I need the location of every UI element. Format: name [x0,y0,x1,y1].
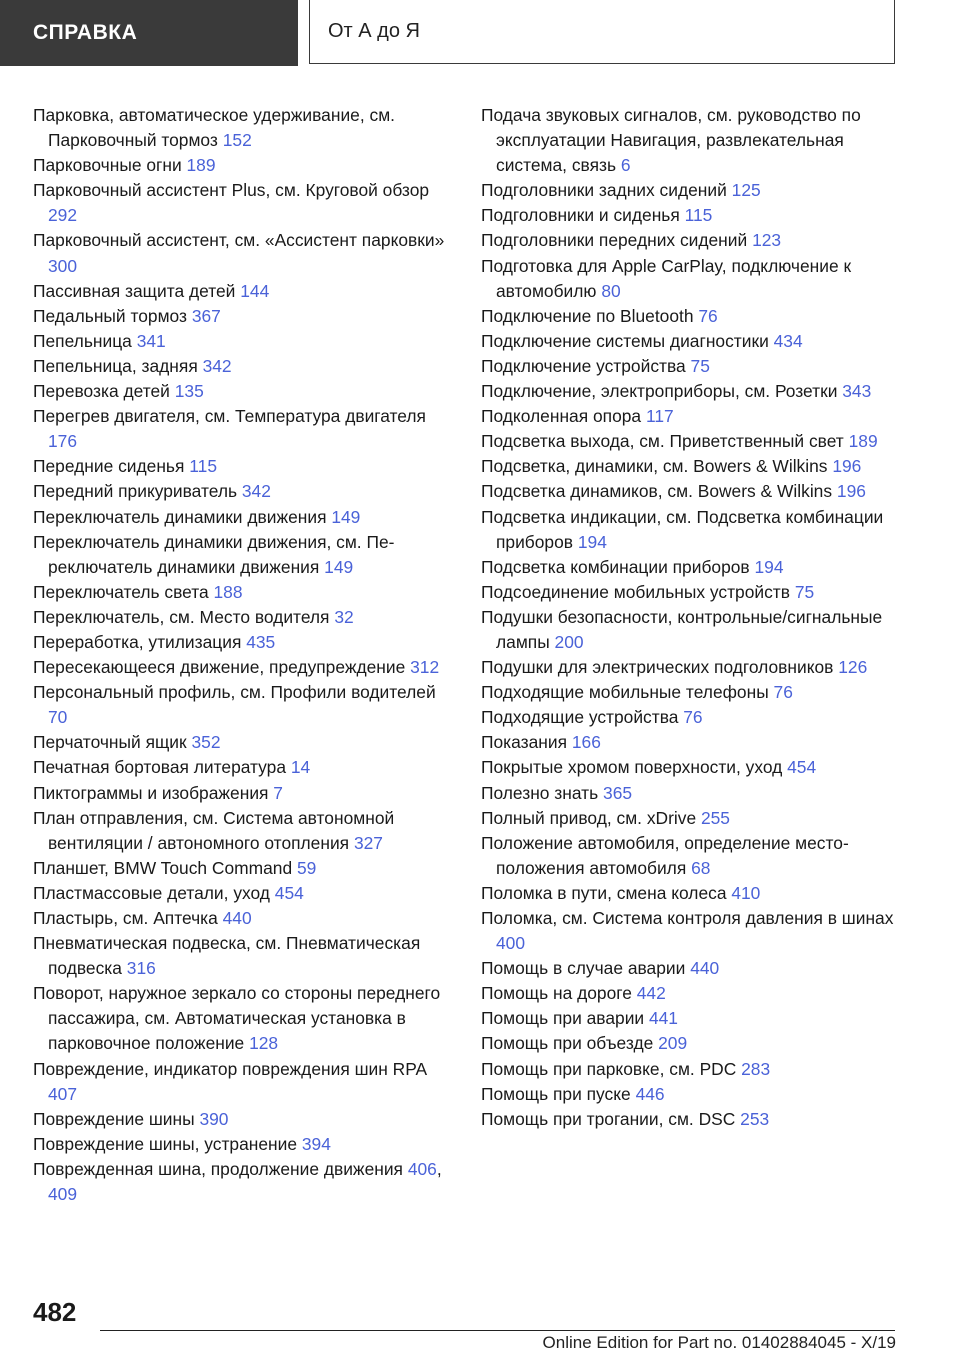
index-entry [33,630,453,655]
index-entry-text: Полный привод, см. xDrive [481,807,697,828]
page-link[interactable]: 200 [554,631,584,652]
index-entry-text: Подключение по Bluetooth [481,305,694,326]
page-link[interactable]: 390 [199,1108,229,1129]
page-link[interactable]: 410 [731,882,761,903]
page-link[interactable]: 135 [174,381,204,402]
page-link[interactable]: 70 [48,707,68,728]
page-link[interactable]: 342 [202,355,232,376]
footer-edition: Online Edition for Part no. 01402884045 - X/19 [542,1333,896,1352]
page-number: 482 [33,1297,77,1327]
index-entry-text: Переключатель динамики движения [33,506,327,527]
index-entry-text: Помощь при трогании, см. DSC [481,1108,736,1129]
index-entry-text: Переключатель, см. Место водителя [33,606,330,627]
index-entry-text: Помощь при объезде [481,1033,654,1054]
index-entry-text: Педальный тормоз [33,305,187,326]
index-entry [481,454,901,479]
index-entry [33,103,453,153]
index-entry-text: Подача звуковых сигналов, см. руководство по эксплуатации Навигация, развлекательная система, связь [481,105,861,176]
index-entry [481,680,901,705]
index-entry-text: План отправления, см. Система автономной вентиляции / автономного отопления [33,807,395,853]
page-link[interactable]: 454 [274,882,304,903]
page-link[interactable]: 400 [496,933,526,954]
page-link[interactable]: 435 [246,631,276,652]
page-link[interactable]: 342 [241,481,271,502]
page-link[interactable]: 194 [577,531,607,552]
index-entry [481,429,901,454]
index-entry-text: Положение автомобиля, определение местоположения автомобиля [481,832,849,878]
page-link[interactable]: 80 [601,280,621,301]
index-entry-text: Поврежденная шина, продолжение движения [33,1158,403,1179]
index-entry-text: Подушки безопасности, контрольные/сигнальные лампы [481,606,883,652]
page-link[interactable]: 194 [754,556,784,577]
index-entry [33,279,453,304]
page-link[interactable]: 352 [191,732,221,753]
index-entry-text: Планшет, BMW Touch Command [33,857,293,878]
page-link[interactable]: 152 [222,130,252,151]
index-entry-text: Пепельница, задняя [33,355,198,376]
index-entry [481,479,901,504]
page-link[interactable]: 115 [684,205,713,226]
index-entry [33,178,453,228]
page-link[interactable]: 343 [842,381,872,402]
page-link[interactable]: 32 [334,606,354,627]
section-label: СПРАВКА [0,0,298,66]
page-link[interactable]: 283 [741,1058,771,1079]
index-entry [481,404,901,429]
index-entry-text: Парковка, автоматическое удерживание, см. Парковочный тормоз [33,105,395,151]
page-link[interactable]: 255 [700,807,730,828]
index-entry [481,1031,901,1056]
index-entry [481,178,901,203]
index-entry [33,680,453,730]
index-entry [33,153,453,178]
index-entry [33,379,453,404]
index-entry [481,329,901,354]
index-entry-text: Повреждение, индикатор повреждения шин RPA [33,1058,427,1079]
index-entry [33,404,453,454]
index-entry-text: Подголовники и сиденья [481,205,680,226]
index-entry [33,1057,453,1107]
page-link[interactable]: 312 [410,657,440,678]
index-entry [33,580,453,605]
footer-divider [100,1330,895,1331]
index-entry-text: Подключение устройства [481,355,686,376]
index-entry-text: Пересекающееся движение, предупреждение [33,657,406,678]
page-link[interactable]: 209 [658,1033,688,1054]
index-column-left [33,103,453,1207]
index-entry [481,203,901,228]
index-entry-text: Парковочные огни [33,155,182,176]
index-entry [33,906,453,931]
index-entry-text: Переработка, утилизация [33,631,242,652]
index-entry-text: Пластмассовые детали, уход [33,882,270,903]
page-link[interactable]: 125 [731,180,761,201]
index-entry-text: Переключатель света [33,581,209,602]
page-link[interactable]: 115 [189,456,217,477]
index-entry [481,806,901,831]
index-entry-text: Подсветка, динамики, см. Bowers & Wilkins [481,456,828,477]
index-entry [481,1107,901,1132]
index-entry [33,856,453,881]
index-entry [481,1057,901,1082]
page-link[interactable]: 166 [571,732,601,753]
index-entry-text: Пассивная защита детей [33,280,236,301]
page-link[interactable]: 128 [249,1033,279,1054]
page-link[interactable]: 440 [222,908,252,928]
page-link[interactable]: 196 [832,456,862,477]
page-link[interactable]: 76 [698,305,718,326]
index-entry [481,755,901,780]
page-link[interactable]: 149 [331,506,361,527]
index-entry [481,1006,901,1031]
page-link[interactable]: 407 [48,1083,78,1104]
index-entry [33,1107,453,1132]
index-entry-text: Пневматическая подвеска, см. Пневматическая подвеска [33,933,421,979]
page-link[interactable]: 367 [191,305,221,326]
page-link[interactable]: 75 [690,355,710,376]
index-entry [481,605,901,655]
page-link[interactable]: 59 [297,857,317,878]
index-entry [481,781,901,806]
index-entry-text: Подколенная опора [481,406,642,427]
page-link[interactable]: 176 [48,431,78,452]
index-entry [481,705,901,730]
index-entry-text: Подушки для электрических подголовников [481,657,834,678]
index-entry [33,806,453,856]
index-entry-text: Помощь при парковке, см. PDC [481,1058,737,1079]
header-title: От А до Я [309,0,895,64]
page-link[interactable]: 117 [645,406,674,427]
index-entry-text: Подсветка выхода, см. Приветственный свет [481,431,844,452]
page-link[interactable]: 316 [126,958,156,979]
index-entry [33,1132,453,1157]
index-entry [481,304,901,329]
index-entry [33,454,453,479]
index-entry-text: Подходящие мобильные телефоны [481,682,769,703]
index-entry [481,379,901,404]
page-link[interactable]: 14 [290,757,311,778]
index-entry-text: Подсоединение мобильных устройств [481,581,791,602]
page-link[interactable]: 365 [603,782,633,803]
index-entry [481,228,901,253]
index-entry [481,103,901,178]
index-entry-text: Помощь в случае аварии [481,958,686,979]
index-entry [33,981,453,1056]
index-entry-text: Парковочный ассистент, см. «Ассистент парковки» [33,230,445,251]
index-entry [33,655,453,680]
page-link[interactable]: 327 [353,832,383,853]
index-entry-text: Помощь при аварии [481,1008,645,1029]
index-entry [33,530,453,580]
index-entry [481,906,901,956]
page-link[interactable]: 7 [273,782,283,803]
index-entry [481,831,901,881]
index-entry [33,228,453,278]
index-entry-text: Печатная бортовая литература [33,757,287,778]
page-link[interactable]: 292 [48,205,78,226]
index-entry-text: Подходящие устройства [481,707,679,728]
index-entry-text: Подсветка динамиков, см. Bowers & Wilkins [481,481,833,502]
index-entry [33,329,453,354]
index-entry [33,479,453,504]
index-entry-text: Подголовники задних сидений [481,180,727,201]
index-entry-text: Подготовка для Apple CarPlay, подключение к автомобилю [481,255,852,301]
index-entry-text: Поломка в пути, смена колеса [481,882,727,903]
page-link[interactable]: 189 [848,431,878,452]
index-entry-text: Переключатель динамики движения, см. Переключатель динамики движения [33,531,395,577]
page-link[interactable]: 76 [683,707,703,728]
index-entry [33,881,453,906]
index-entry [33,505,453,530]
page-link[interactable]: 406 [407,1158,437,1179]
index-entry-text: Помощь при пуске [481,1083,631,1104]
page-link[interactable]: 123 [752,230,782,251]
index-entry [481,254,901,304]
index-entry-text: Подключение, электроприборы, см. Розетки [481,381,838,402]
index-entry [481,555,901,580]
page-link[interactable]: 341 [136,330,166,351]
index-entry [481,580,901,605]
page-link[interactable]: 189 [186,155,216,176]
page-link[interactable]: 441 [648,1008,678,1029]
index-entry [33,781,453,806]
index-entry-text: Подголовники передних сидений [481,230,748,251]
index-entry-text: Подсветка индикации, см. Подсветка комбинации приборов [481,506,884,552]
page-link[interactable]: 300 [48,255,78,276]
index-entry-text: Парковочный ассистент Plus, см. Круговой обзор [33,180,430,201]
page-link[interactable]: 394 [301,1133,331,1154]
page-link[interactable]: 440 [690,958,720,979]
index-entry-text: Пластырь, см. Аптечка [33,908,218,928]
page-link[interactable]: 253 [740,1108,770,1129]
page-link[interactable]: 144 [240,280,270,301]
index-entry [481,730,901,755]
page-link[interactable]: 434 [773,330,803,351]
page-link[interactable]: 196 [836,481,866,502]
page-link[interactable]: 6 [620,155,631,176]
index-entry [33,304,453,329]
page-link[interactable]: 409 [48,1184,78,1205]
page-link[interactable]: 126 [838,657,868,678]
index-entry-text: Пепельница [33,330,132,351]
index-entry-text: Повреждение шины, устранение [33,1133,298,1154]
page-header [0,0,960,66]
index-entry-text: Перевозка детей [33,381,170,402]
page-link[interactable]: 149 [324,556,354,577]
index-entry-text: Подключение системы диагностики [481,330,769,351]
index-entry-text: Покрытые хромом поверхности, уход [481,757,783,778]
index-entry [481,655,901,680]
page-link[interactable]: 446 [635,1083,665,1104]
index-entry [33,605,453,630]
page-link[interactable]: 68 [691,857,711,878]
index-entry [481,981,901,1006]
index-entry-text: Персональный профиль, см. Профили водителей [33,682,436,703]
page-link[interactable]: 442 [636,983,666,1004]
index-entry-text: Полезно знать [481,782,599,803]
index-entry [481,1082,901,1107]
index-entry-text: Поломка, см. Система контроля давления в шинах [481,908,894,928]
index-entry [481,881,901,906]
index-entry [481,505,901,555]
index-entry: Поврежденная шина, продолжение движения 406, 409 [33,1158,442,1205]
index-entry-text: Поворот, наружное зеркало со стороны переднего пассажира, см. Автоматическая установка в парковочное положение [33,983,441,1054]
index-entry [33,755,453,780]
page-link[interactable]: 188 [213,581,243,602]
page-link[interactable]: 75 [794,581,815,602]
index-entry [481,354,901,379]
index-entry-text: Подсветка комбинации приборов [481,556,750,577]
page-link[interactable]: 454 [787,757,817,778]
index-entry-text: Перегрев двигателя, см. Температура двигателя [33,406,426,427]
index-column-right [481,103,901,1132]
index-entry-text: Помощь на дороге [481,983,632,1004]
index-entry [33,354,453,379]
index-entry-text: Перчаточный ящик [33,732,187,753]
index-entry [481,956,901,981]
index-entry-text: Пиктограммы и изображения [33,782,269,803]
index-entry-text: Повреждение шины [33,1108,195,1129]
index-entry-text: Показания [481,732,568,753]
index-entry [33,730,453,755]
page-link[interactable]: 76 [773,682,793,703]
index-entry-text: Передние сиденья [33,456,185,477]
index-entry [33,931,453,981]
index-entry-text: Передний прикуриватель [33,481,238,502]
